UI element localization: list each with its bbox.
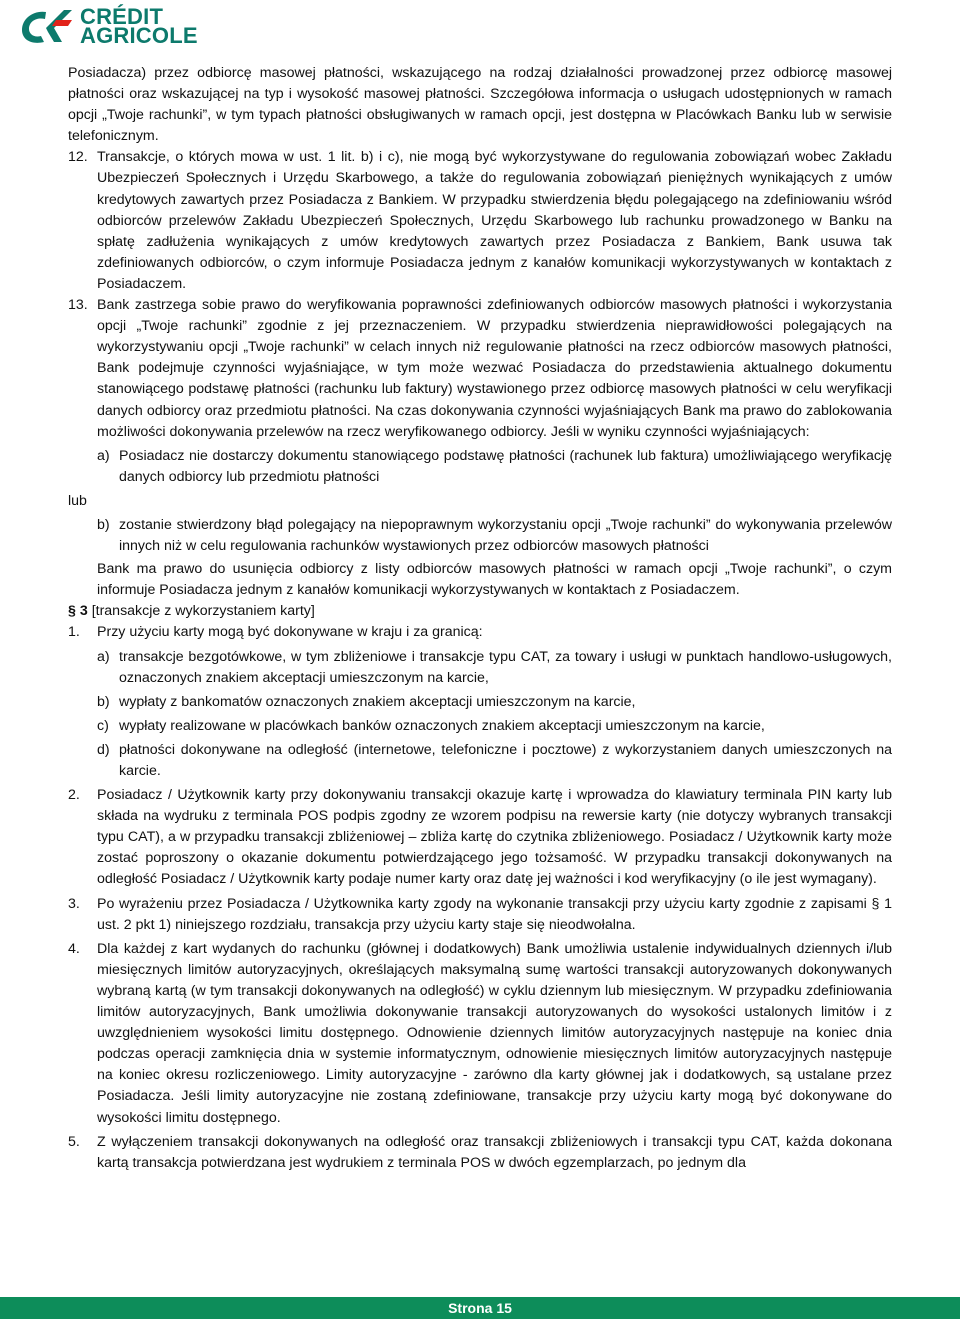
item-body xyxy=(97,622,892,782)
item-number: 4. xyxy=(68,940,80,957)
sub-item-number: d) xyxy=(97,741,110,758)
section3-item-4 xyxy=(68,939,892,1129)
item-text: Po wyrażeniu przez Posiadacza / Użytkownika karty zgody na wykonanie transakcji przy użyciu karty zgodnie z zapisami § 1 ust. 2 pkt 1) niniejszego rozdziału, transakcja przy użyciu karty staje się nieodwołalna. xyxy=(97,895,892,933)
sub-item-number: c) xyxy=(97,717,109,734)
sub-item-text: wypłaty realizowane w placówkach banków oznaczonych znakiem akceptacji umieszczonym na karcie, xyxy=(119,717,765,734)
item-text: Posiadacz / Użytkownik karty przy dokonywaniu transakcji okazuje kartę i wprowadza do klawiatury terminala PIN karty lub składa na wydruku z terminala POS podpis zgodny ze wzorem podpisu na rewersie karty (nie dotyczy wybranych transakcji typu CAT), a w przypadku transakcji zbliżeniowej – zbliża kartę do czytnika zbliżeniowego. Posiadacz / Użytkownik karty może zostać poproszony o okazanie dokumentu potwierdzającego jego tożsamość. W przypadku transakcji dokonywanych na odległość Posiadacz / Użytkownik karty podaje numer karty oraz datę jej ważności i kod weryfikacyjny (o ile jest wymagany). xyxy=(97,787,892,888)
item-number: 1. xyxy=(68,624,80,641)
item-text: Przy użyciu karty mogą być dokonywane w kraju i za granicą: xyxy=(97,624,483,641)
section3-item-2 xyxy=(68,785,892,890)
or-connector: lub xyxy=(68,492,87,509)
item-number: 2. xyxy=(68,787,80,804)
section3-item-5 xyxy=(68,1132,892,1174)
sub-item-text: Posiadacz nie dostarczy dokumentu stanowiącego podstawę płatności (rachunek lub faktura) umożliwiającego weryfikację danych odbiorcy lub przedmiotu płatności xyxy=(119,447,892,485)
sub-item-text: zostanie stwierdzony błąd polegający na niepoprawnym wykorzystaniu opcji „Twoje rachunki” do wykonywania przelewów innych niż w celu regulowania rachunków wystawionych przez odbiorców masowych płatności xyxy=(119,516,892,555)
item-number: 3. xyxy=(68,895,80,912)
section3-item-3 xyxy=(68,894,892,936)
clause-13 xyxy=(68,295,892,601)
clause-text: Transakcje, o których mowa w ust. 1 lit. b) i c), nie mogą być wykorzystywane do regulowania zobowiązań wobec Zakładu Ubezpieczeń Społecznych i Urzędu Skarbowego, a także do regulowania zobowiązań pieniężnych wynikających z umów kredytowych zawartych przez Posiadacza z Bankiem. W przypadku stwierdzenia błędu polegającego na zdefiniowaniu wśród odbiorców przelewów Zakładu Ubezpieczeń Społecznych, Urzędu Skarbowego lub rachunku prowadzonego w Banku na spłatę zadłużenia wynikających z umów kredytowych zawartych przez Posiadacza z Bankiem, Bank usuwa tak zdefiniowanych odbiorców, o czym informuje Posiadacza jednym z kanałów komunikacji wykorzystywanych w kontaktach z Posiadaczem. xyxy=(97,149,892,292)
sub-item-text: transakcje bezgotówkowe, w tym zbliżeniowe i transakcje typu CAT, za towary i usługi w punktach handlowo-usługowych, oznaczonych znakiem akceptacji umieszczonym na karcie, xyxy=(119,648,892,686)
section-heading xyxy=(68,601,892,622)
section-mark: § 3 xyxy=(68,603,88,620)
section-title: [transakcje z wykorzystaniem karty] xyxy=(91,603,315,620)
sub-item-b xyxy=(97,692,892,713)
credit-agricole-emblem-icon xyxy=(16,6,74,46)
sub-item-number: b) xyxy=(97,516,110,533)
clause-number: 12. xyxy=(68,149,88,166)
logo-line2: AGRICOLE xyxy=(80,23,198,48)
logo-line1: CRÉDIT xyxy=(80,4,164,29)
page-footer xyxy=(0,1297,960,1319)
clause-number: 13. xyxy=(68,297,88,314)
sub-item-a xyxy=(97,446,892,488)
sub-item-text: płatności dokonywane na odległość (internetowe, telefoniczne i pocztowe) z wykorzystaniem danych umieszczonych na karcie. xyxy=(119,741,892,779)
credit-agricole-logo xyxy=(16,4,198,48)
logo-wordmark xyxy=(80,4,198,48)
sub-item-a xyxy=(97,647,892,689)
item-text: Dla każdej z kart wydanych do rachunku (głównej i dodatkowych) Bank umożliwia ustalenie indywidualnych dziennych i/lub miesięcznych limitów autoryzacyjnych, określających maksymalną sumę wartości transakcji autoryzowanych dokonywanych wybraną kartą (w tym transakcji dokonywanych na odległość) w cyklu dziennym lub miesięcznym. W przypadku zdefiniowania limitów autoryzacyjnych, Bank umożliwia dokonywanie transakcji autoryzowanych do wysokości ustalonych limitów i z uwzględnieniem wysokości limitu dostępnego. Odnowienie dziennych limitów autoryzacyjnych następuje na koniec dnia podczas operacji zamknięcia dnia w systemie informatycznym, odnowienie miesięcznych limitów autoryzacyjnych następuje na koniec okresu rozliczeniowego. Limity autoryzacyjne - zarówno dla karty głównej jak i dodatkowych, są ustalane przez Posiadacza. Jeśli limity autoryzacyjne nie zostaną zdefiniowane, transakcje przy użyciu karty mogą być dokonywane do wysokości limitu dostępnego. xyxy=(97,940,892,1126)
intro-paragraph: Posiadacza) przez odbiorcę masowej płatności, wskazującego na rodzaj działalności prowadzonej przez odbiorcę masowej płatności oraz wskazującej na typ i wysokość masowej płatności. Szczegółowa informacja o usługach udostępnionych w ramach opcji „Twoje rachunki”, w tym typach płatności obsługiwanych w ramach opcji, jest dostępna w Placówkach Banku lub w serwisie telefonicznym. xyxy=(68,65,892,145)
clause-text: Bank zastrzega sobie prawo do weryfikowania poprawności zdefiniowanych odbiorców masowych płatności i wykorzystania opcji „Twoje rachunki” zgodnie z jej przeznaczeniem. W przypadku stwierdzenia nieprawidłowości polegających na wykorzystywaniu opcji „Twoje rachunki” w celach innych niż regulowanie płatności na rzecz odbiorców masowych płatności, Bank podejmuje czynności wyjaśniające, w tym może wezwać Posiadacza do przedstawienia aktualnego dokumentu stanowiącego podstawę płatności (rachunku lub faktury) wystawionego przez odbiorcę masowych płatności w celu weryfikacji danych odbiorcy oraz przedmiotu płatności. Na czas dokonywania czynności wyjaśniających Bank ma prawo do zablokowania możliwości dokonywania przelewów na rzecz weryfikowanego odbiorcy. Jeśli w wyniku czynności wyjaśniających: xyxy=(97,297,892,440)
item-number: 5. xyxy=(68,1133,80,1150)
sub-item-b xyxy=(97,515,892,557)
clause-closing: Bank ma prawo do usunięcia odbiorcy z listy odbiorców masowych płatności w ramach opcji „Twoje rachunki”, o czym informuje Posiadacza jednym z kanałów komunikacji wykorzystywanych w kontaktach z Posiadaczem. xyxy=(97,561,892,599)
section3-item-1 xyxy=(68,622,892,782)
sub-item-d xyxy=(97,740,892,782)
sub-item-number: a) xyxy=(97,447,110,464)
sub-item-number: b) xyxy=(97,693,110,710)
page-number: Strona 15 xyxy=(448,1300,512,1316)
sub-item-c xyxy=(97,716,892,737)
sub-item-number: a) xyxy=(97,648,110,665)
sub-item-text: wypłaty z bankomatów oznaczonych znakiem akceptacji umieszczonym na karcie, xyxy=(119,693,636,710)
item-text: Z wyłączeniem transakcji dokonywanych na odległość oraz transakcji zbliżeniowych i transakcji typu CAT, każda dokonana kartą transakcja potwierdzana jest wydrukiem z terminala POS w dwóch egzemplarzach, po jednym dla xyxy=(97,1133,892,1171)
document-body xyxy=(68,63,892,1174)
clause-12 xyxy=(68,147,892,295)
